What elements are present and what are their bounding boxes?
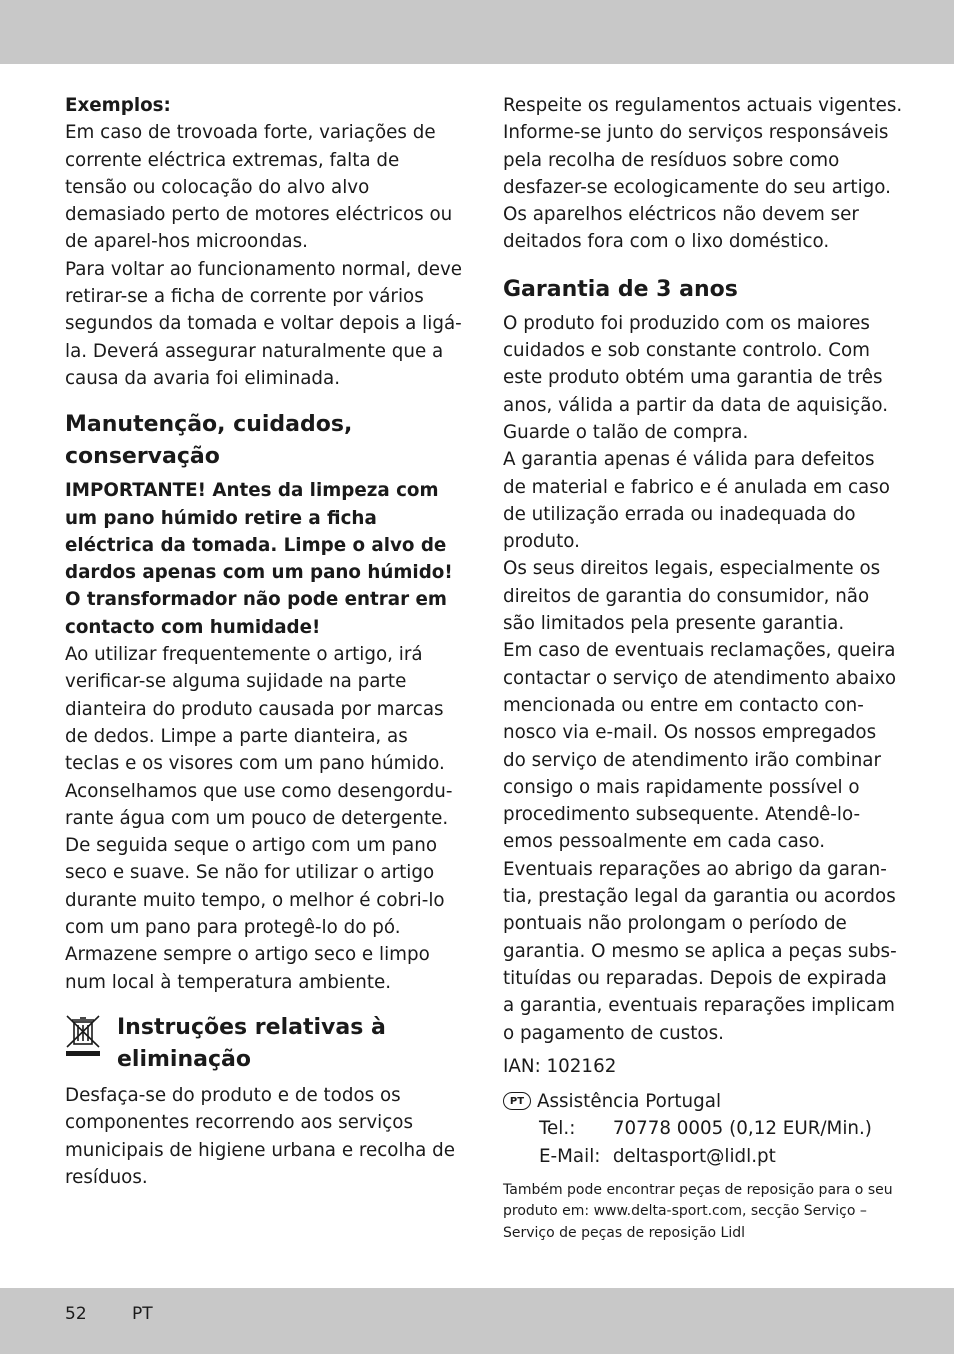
header-band <box>0 0 954 64</box>
spare-parts-note: Também pode encontrar peças de reposição para o seu produto em: www.delta-sport.com, secção Serviço – Serviço de peças de reposição Lidl <box>503 1181 893 1241</box>
country-badge: PT <box>503 1092 531 1110</box>
maintenance-heading: Manutenção, cuidados, conservação <box>65 412 353 470</box>
disposal-heading-row <box>65 1012 465 1076</box>
crossed-out-bin-icon <box>65 1014 101 1058</box>
examples-label: Exemplos: <box>65 95 171 116</box>
service-name: Assistência Portugal <box>537 1091 722 1113</box>
ian-number: IAN: 102162 <box>503 1055 617 1077</box>
disposal-text: Desfaça-se do produto e de todos os componentes recorrendo aos serviços municipais de higiene urbana e recolha de resíduos. <box>65 1084 456 1188</box>
warranty-paragraph-3: Os seus direitos legais, especialmente os direitos de garantia do consumidor, não são limitados pela presente garantia. <box>503 558 881 635</box>
service-contact <box>503 1088 903 1170</box>
warranty-paragraph-4: Em caso de eventuais reclamações, queira contactar o serviço de atendimento abaixo mencionada ou entre em contacto con-nosco via e-mail. Os nossos empregados do serviço de atendimento irão combinar consigo o mais rapidamente possível o procedimento subsequente. Atendê-lo-emos pessoalmente em cada caso. <box>503 640 897 853</box>
warranty-paragraph-1: O produto foi produzido com os maiores cuidados e sob constante controlo. Com este produto obtém uma garantia de três anos, válida a partir da data de aquisição. Guarde o talão de compra. <box>503 312 889 443</box>
maintenance-text: Ao utilizar frequentemente o artigo, irá verificar-se alguma sujidade na parte dianteira do produto causada por marcas de dedos. Limpe a parte dianteira, as teclas e os visores com um pano húmido. Aconselhamos que use como desengordu-rante água com um pouco de detergente. De seguida seque o artigo com um pano seco e suave. Se não for utilizar o artigo durante muito tempo, o melhor é cobri-lo com um pano para protegê-lo do pó. Armazene sempre o artigo seco e limpo num local à temperatura ambiente. <box>65 644 453 993</box>
language-code: PT <box>132 1304 153 1324</box>
warranty-paragraph-2: A garantia apenas é válida para defeitos de material e fabrico e é anulada em caso de utilização errada ou inadequada do produto. <box>503 449 890 553</box>
tel-label: Tel.: <box>539 1118 576 1140</box>
normal-operation-text: Para voltar ao funcionamento normal, deve retirar-se a ficha de corrente por vários segundos da tomada e voltar depois a ligá-la. Deverá assegurar naturalmente que a causa da avaria foi eliminada. <box>65 258 463 389</box>
page-footer <box>65 1302 153 1326</box>
warranty-heading: Garantia de 3 anos <box>503 276 738 302</box>
page-number: 52 <box>65 1304 87 1324</box>
email-value: deltasport@lidl.pt <box>612 1145 776 1167</box>
examples-text: Em caso de trovoada forte, variações de corrente eléctrica extremas, falta de tensão ou colocação do alvo alvo demasiado perto de motores eléctricos ou de aparel-hos microondas. <box>65 122 453 253</box>
maintenance-important: IMPORTANTE! Antes da limpeza com um pano húmido retire a ficha eléctrica da tomada. Limpe o alvo de dardos apenas com um pano húmido! O transformador não pode entrar em contacto com humidade! <box>65 480 453 638</box>
disposal-continued-text: Respeite os regulamentos actuais vigentes. Informe-se junto do serviços responsáveis pela recolha de resíduos sobre como desfazer-se ecologicamente do seu artigo. Os aparelhos eléctricos não devem ser deitados fora com o lixo doméstico. <box>503 95 903 253</box>
email-label: E-Mail: <box>539 1145 601 1167</box>
warranty-paragraph-5: Eventuais reparações ao abrigo da garan-tia, prestação legal da garantia ou acordos pontuais não prolongam o período de garantia. O mesmo se aplica a peças subs-tituídas ou reparadas. Depois de expirada a garantia, eventuais reparações implicam o pagamento de custos. <box>503 858 897 1044</box>
disposal-heading: Instruções relativas à eliminação <box>117 1014 386 1072</box>
left-column <box>65 92 465 1191</box>
right-column <box>503 92 903 1244</box>
tel-value: 70778 0005 (0,12 EUR/Min.) <box>612 1118 872 1140</box>
